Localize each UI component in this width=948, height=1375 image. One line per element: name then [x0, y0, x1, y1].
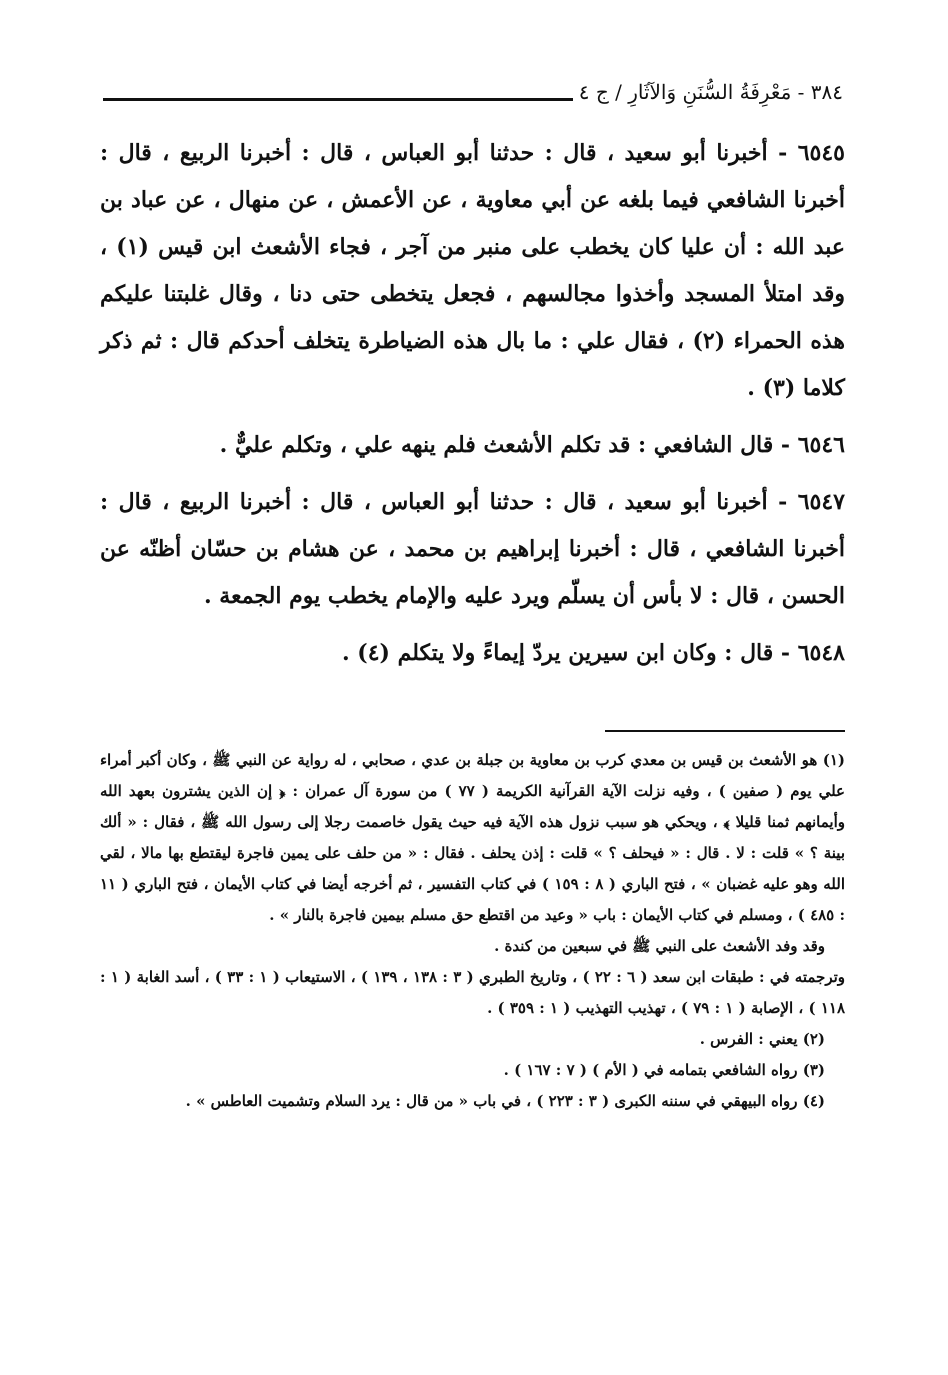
hadith-6545: ٦٥٤٥ - أخبرنا أبو سعيد ، قال : حدثنا أبو العباس ، قال : أخبرنا الربيع ، قال : أخبرنا الشافعي فيما بلغه عن أبي معاوية ، عن الأعمش ، عن منهال ، عن عباد بن عبد الله : أن عليا كان يخطب على منبر من آجر ، فجاء الأشعث ابن قيس (١) ، وقد امتلأ المسجد وأخذوا مجالسهم ، فجعل يتخطى حتى دنا ، وقال غلبتنا عليكم هذه الحمراء (٢) ، فقال علي : ما بال هذه الضياطرة يتخلف أحدكم قال : ثم ذكر كلاما (٣) .: [100, 140, 846, 401]
running-header: ٣٨٤ - مَعْرِفَةُ السُّنَنِ وَالآثَارِ / ج ٤: [578, 80, 843, 104]
footnote-separator: [605, 730, 845, 732]
footnote-3: (٣) رواه الشافعي بتمامه في ( الأم ) ( ٧ : ١٦٧ ) .: [503, 1061, 825, 1079]
footnote-1: (١) هو الأشعث بن قيس بن معدي كرب بن معاوية بن جبلة بن عدي ، صحابي ، له رواية عن النبي ﷺ ، وكان أكبر أمراء علي يوم ( صفين ) ، وفيه نزلت الآية القرآنية الكريمة ( ٧٧ ) من سورة آل عمران : ﴿ إن الذين يشترون بعهد الله وأيمانهم ثمنا قليلا ﴾ ، ويحكي هو سبب نزول هذه الآية فيه حيث يقول خاصمت رجلا إلى رسول الله ﷺ ، فقال : « ألك بينة ؟ » قلت : لا . قال : « فيحلف ؟ » قلت : إذن يحلف . فقال : « من حلف على يمين فاجرة ليقتطع بها مالا ، لقي الله وهو عليه غضبان » ، فتح الباري ( ٨ : ١٥٩ ) في كتاب التفسير ، ثم أخرجه أيضا في كتاب الأيمان ، فتح الباري ( ١١ : ٤٨٥ ) ، ومسلم في كتاب الأيمان : باب « وعيد من اقتطع حق مسلم بيمين فاجرة بالنار » .: [100, 751, 846, 924]
page-header: [103, 80, 843, 110]
footnote-1-biography: وترجمته في : طبقات ابن سعد ( ٦ : ٢٢ ) ، وتاريخ الطبري ( ٣ : ١٣٨ ، ١٣٩ ) ، الاستيعاب ( ١ : ٣٣ ) ، أسد الغابة ( ١ : ١١٨ ) ، الإصابة ( ١ : ٧٩ ) ، تهذيب التهذيب ( ١ : ٣٥٩ ) .: [100, 968, 846, 1017]
footnote-2: (٢) يعني : الفرس .: [699, 1030, 825, 1048]
main-text: [100, 130, 845, 677]
hadith-6546: ٦٥٤٦ - قال الشافعي : قد تكلم الأشعث فلم ينهه علي ، وتكلم عليٌّ .: [219, 432, 845, 458]
footnote-4: (٤) رواه البيهقي في سننه الكبرى ( ٣ : ٢٢٣ ) ، في باب « من قال : يرد السلام وتشميت العاطس » .: [185, 1092, 825, 1110]
footnotes: [100, 745, 845, 1117]
footnote-1-delegation: وقد وفد الأشعث على النبي ﷺ في سبعين من كندة .: [494, 937, 825, 955]
header-rule: [103, 98, 573, 101]
hadith-6548: ٦٥٤٨ - قال : وكان ابن سيرين يردّ إيماءً ولا يتكلم (٤) .: [341, 640, 845, 666]
hadith-6547: ٦٥٤٧ - أخبرنا أبو سعيد ، قال : حدثنا أبو العباس ، قال : أخبرنا الربيع ، قال : أخبرنا الشافعي ، قال : أخبرنا إبراهيم بن محمد ، عن هشام بن حسّان أظنّه عن الحسن ، قال : لا بأس أن يسلّم ويرد عليه والإمام يخطب يوم الجمعة .: [100, 489, 845, 609]
